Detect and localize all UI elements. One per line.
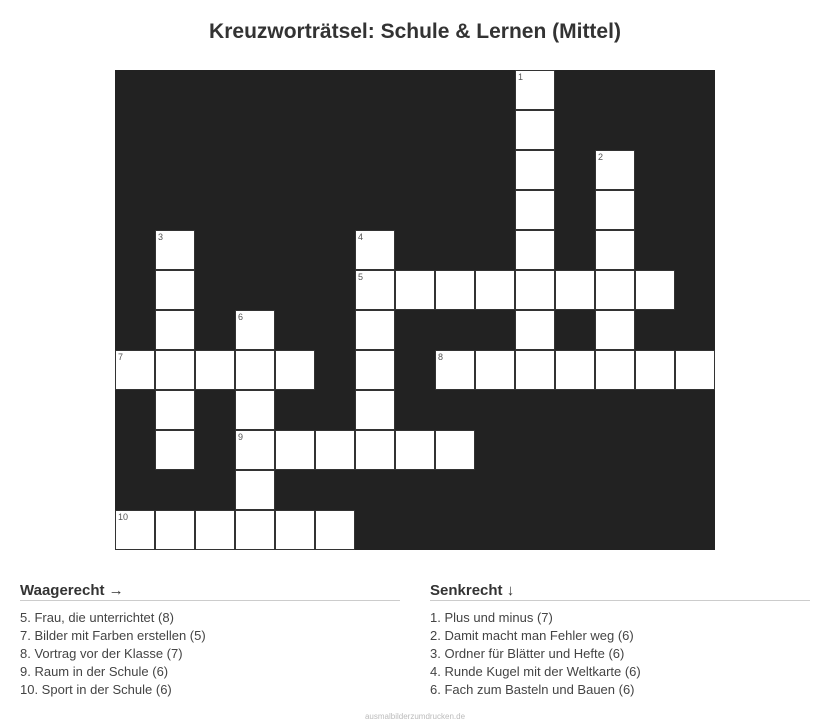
across-clue: 10. Sport in der Schule (6) — [20, 682, 172, 697]
across-clue: 7. Bilder mit Farben erstellen (5) — [20, 628, 206, 643]
across-clues — [20, 582, 400, 699]
grid-cell[interactable] — [595, 270, 635, 310]
grid-cell[interactable] — [275, 350, 315, 390]
clue-number: 4 — [358, 232, 364, 242]
grid-cell[interactable] — [395, 430, 435, 470]
grid-cell[interactable] — [235, 430, 275, 470]
clue-number: 3 — [158, 232, 164, 242]
grid-cell[interactable] — [515, 310, 555, 350]
grid-cell[interactable] — [475, 270, 515, 310]
grid-cell[interactable] — [275, 510, 315, 550]
down-clue: 4. Runde Kugel mit der Weltkarte (6) — [430, 664, 641, 679]
grid-cell[interactable] — [155, 270, 195, 310]
down-clue: 6. Fach zum Basteln und Bauen (6) — [430, 682, 635, 697]
grid-cell[interactable] — [355, 390, 395, 430]
grid-cell[interactable] — [515, 70, 555, 110]
grid-cell[interactable] — [315, 510, 355, 550]
grid-cell[interactable] — [395, 270, 435, 310]
grid-cell[interactable] — [195, 350, 235, 390]
grid-cell[interactable] — [595, 190, 635, 230]
clue-number: 8 — [438, 352, 444, 362]
across-list — [20, 609, 400, 699]
grid-cell[interactable] — [235, 350, 275, 390]
grid-cell[interactable] — [235, 470, 275, 510]
crossword-grid — [115, 70, 715, 550]
grid-cell[interactable] — [275, 430, 315, 470]
grid-cell[interactable] — [475, 350, 515, 390]
grid-cell[interactable] — [355, 350, 395, 390]
grid-cell[interactable] — [155, 230, 195, 270]
grid-cell[interactable] — [515, 110, 555, 150]
grid-cell[interactable] — [435, 430, 475, 470]
grid-cell[interactable] — [155, 390, 195, 430]
grid-cell[interactable] — [515, 230, 555, 270]
clue-number: 6 — [238, 312, 244, 322]
grid-cell[interactable] — [595, 350, 635, 390]
down-clue: 1. Plus und minus (7) — [430, 610, 553, 625]
grid-cell[interactable] — [555, 350, 595, 390]
down-clues — [430, 582, 810, 699]
grid-cell[interactable] — [515, 150, 555, 190]
grid-cell[interactable] — [635, 350, 675, 390]
grid-cell[interactable] — [595, 150, 635, 190]
across-clue: 9. Raum in der Schule (6) — [20, 664, 169, 679]
grid-cell[interactable] — [355, 230, 395, 270]
grid-cell[interactable] — [355, 310, 395, 350]
down-list — [430, 609, 810, 699]
grid-cell[interactable] — [195, 510, 235, 550]
grid-cell[interactable] — [355, 270, 395, 310]
grid-cell[interactable] — [435, 270, 475, 310]
grid-cell[interactable] — [115, 510, 155, 550]
grid-cell[interactable] — [435, 350, 475, 390]
grid-cell[interactable] — [675, 350, 715, 390]
grid-cell[interactable] — [235, 510, 275, 550]
grid-cell[interactable] — [515, 190, 555, 230]
grid-cell[interactable] — [235, 310, 275, 350]
grid-cell[interactable] — [635, 270, 675, 310]
across-clue: 8. Vortrag vor der Klasse (7) — [20, 646, 183, 661]
grid-cell[interactable] — [315, 430, 355, 470]
across-clue: 5. Frau, die unterrichtet (8) — [20, 610, 174, 625]
footer-watermark: ausmalbilderzumdrucken.de — [364, 712, 466, 721]
clue-number: 7 — [118, 352, 124, 362]
grid-cell[interactable] — [155, 510, 195, 550]
clue-number: 5 — [358, 272, 364, 282]
grid-cell[interactable] — [155, 310, 195, 350]
grid-cell[interactable] — [595, 310, 635, 350]
grid-cell[interactable] — [515, 270, 555, 310]
page-title: Kreuzworträtsel: Schule & Lernen (Mittel) — [209, 20, 621, 43]
grid-cell[interactable] — [355, 430, 395, 470]
down-clue: 2. Damit macht man Fehler weg (6) — [430, 628, 634, 643]
grid-cell[interactable] — [115, 350, 155, 390]
clue-number: 1 — [518, 72, 524, 82]
grid-cell[interactable] — [555, 270, 595, 310]
across-heading: Waagerecht → — [20, 582, 400, 601]
down-clue: 3. Ordner für Blätter und Hefte (6) — [430, 646, 625, 661]
grid-cell[interactable] — [155, 350, 195, 390]
grid-cell[interactable] — [515, 350, 555, 390]
grid-cell[interactable] — [235, 390, 275, 430]
grid-cell[interactable] — [595, 230, 635, 270]
clue-number: 9 — [238, 432, 244, 442]
clue-number: 2 — [598, 152, 604, 162]
grid-cell[interactable] — [155, 430, 195, 470]
down-heading: Senkrecht ↓ — [430, 582, 810, 601]
clue-number: 10 — [118, 512, 129, 522]
